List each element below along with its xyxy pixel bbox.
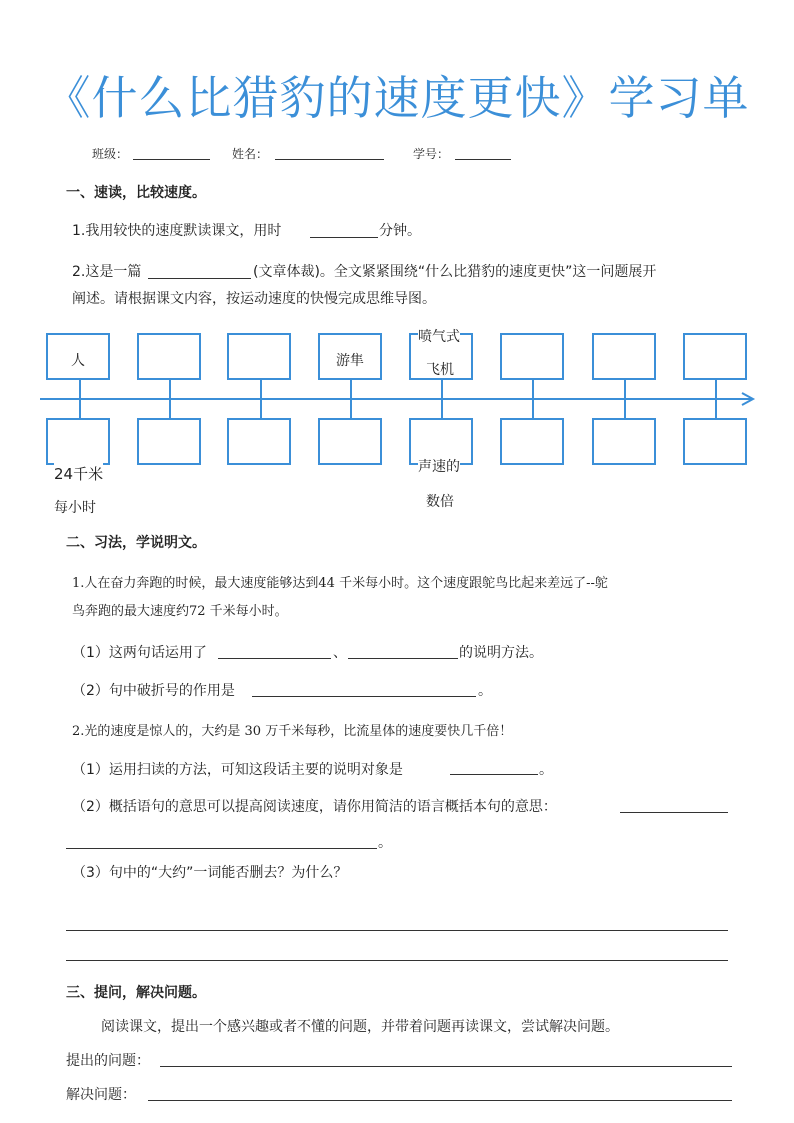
mindmap-bottom-box-7[interactable] (592, 418, 656, 465)
tick (624, 380, 626, 418)
s2-q2-text: （2）句中破折号的作用是 (72, 683, 235, 699)
mindmap-label-person: 人 (71, 353, 85, 369)
mindmap-bottom-box-8[interactable] (683, 418, 747, 465)
section3-heading: 三、提问，解决问题。 (66, 985, 206, 1001)
mindmap-label-per-hour: 每小时 (54, 500, 96, 516)
s2-q1-blank-1[interactable] (218, 658, 331, 659)
mindmap-label-jet-1: 喷气式 (418, 326, 460, 346)
s3-asked-line[interactable] (160, 1066, 732, 1067)
s2-q4-blank-2[interactable] (66, 848, 377, 849)
s3-solve-label: 解决问题： (66, 1087, 136, 1103)
s3-asked-label: 提出的问题： (66, 1053, 150, 1069)
mindmap-label-sound-2: 数倍 (426, 494, 454, 510)
tick (715, 380, 717, 418)
mindmap-bottom-box-4[interactable] (318, 418, 382, 465)
s3-solve-line[interactable] (148, 1100, 732, 1101)
mindmap-label-sound-1: 声速的 (418, 456, 460, 476)
s2-passage2: 2.光的速度是惊人的，大约是 30 万千米每秒，比流星体的速度要快几千倍！ (72, 724, 513, 739)
mindmap-bottom-box-1[interactable] (46, 418, 110, 465)
tick (350, 380, 352, 418)
s2-q4-text: （2）概括语句的意思可以提高阅读速度，请你用简洁的语言概括本句的意思： (72, 799, 557, 815)
s2-q2-suffix: 。 (478, 683, 492, 699)
s2-passage1-line2: 鸟奔跑的最大速度约72 千米每小时。 (72, 604, 288, 619)
mindmap-top-box-3[interactable] (227, 333, 291, 380)
s2-q5-text: （3）句中的“大约”一词能否删去？为什么？ (72, 865, 348, 881)
tick (441, 380, 443, 418)
s1-q2-text-b: (文章体裁)。全文紧紧围绕“什么比猎豹的速度更快”这一问题展开 (253, 264, 657, 280)
name-label: 姓名： (232, 147, 269, 161)
tick (260, 380, 262, 418)
timeline-arrow (40, 390, 760, 410)
s3-intro: 阅读课文，提出一个感兴趣或者不懂的问题，并带着问题再读课文，尝试解决问题。 (101, 1019, 619, 1035)
s2-q1-sep: 、 (333, 645, 347, 661)
mindmap-label-clip (54, 490, 114, 516)
s1-q1-blank[interactable] (310, 237, 378, 238)
mindmap-bottom-box-6[interactable] (500, 418, 564, 465)
mindmap-top-box-2[interactable] (137, 333, 201, 380)
s2-q2-blank[interactable] (252, 696, 476, 697)
s2-passage1-line1: 1.人在奋力奔跑的时候，最大速度能够达到44 千米每小时。这个速度跟鸵鸟比起来差远了--鸵 (72, 576, 608, 591)
tick (532, 380, 534, 418)
s2-q4-end: 。 (378, 835, 392, 851)
page-title: 《什么比猎豹的速度更快》学习单 (44, 71, 750, 125)
s2-q5-answer-line-2[interactable] (66, 960, 728, 961)
s2-q1-blank-2[interactable] (348, 658, 458, 659)
s2-q4-blank-1[interactable] (620, 812, 728, 813)
mindmap-bottom-box-3[interactable] (227, 418, 291, 465)
s2-q5-answer-line-1[interactable] (66, 930, 728, 931)
s1-q2-blank[interactable] (148, 278, 251, 279)
s2-q3-blank[interactable] (450, 774, 538, 775)
s2-q3-text: （1）运用扫读的方法，可知这段话主要的说明对象是 (72, 762, 403, 778)
mindmap-bottom-box-2[interactable] (137, 418, 201, 465)
mindmap-top-box-8[interactable] (683, 333, 747, 380)
s1-q1-text: 1.我用较快的速度默读课文，用时 (72, 223, 282, 239)
mindmap-label-jet-2: 飞机 (426, 362, 454, 378)
student-id-field[interactable] (455, 159, 511, 160)
mindmap-label-falcon: 游隼 (336, 353, 364, 369)
tick (169, 380, 171, 418)
mindmap-label-24kmh: 24千米 (54, 465, 104, 483)
class-field[interactable] (133, 159, 210, 160)
tick (79, 380, 81, 418)
s2-q1-text: （1）这两句话运用了 (72, 645, 207, 661)
s2-q1-suffix: 的说明方法。 (459, 645, 543, 661)
name-field[interactable] (275, 159, 384, 160)
student-id-label: 学号： (413, 147, 450, 161)
s1-q2-text-c: 阐述。请根据课文内容，按运动速度的快慢完成思维导图。 (72, 291, 436, 307)
mindmap-top-box-6[interactable] (500, 333, 564, 380)
class-label: 班级： (92, 147, 129, 161)
section2-heading: 二、习法，学说明文。 (66, 535, 206, 551)
s2-q3-suffix: 。 (539, 762, 553, 778)
s1-q1-suffix: 分钟。 (379, 223, 421, 239)
section1-heading: 一、速读，比较速度。 (66, 185, 206, 201)
s1-q2-text: 2.这是一篇 (72, 264, 142, 280)
mindmap-top-box-7[interactable] (592, 333, 656, 380)
